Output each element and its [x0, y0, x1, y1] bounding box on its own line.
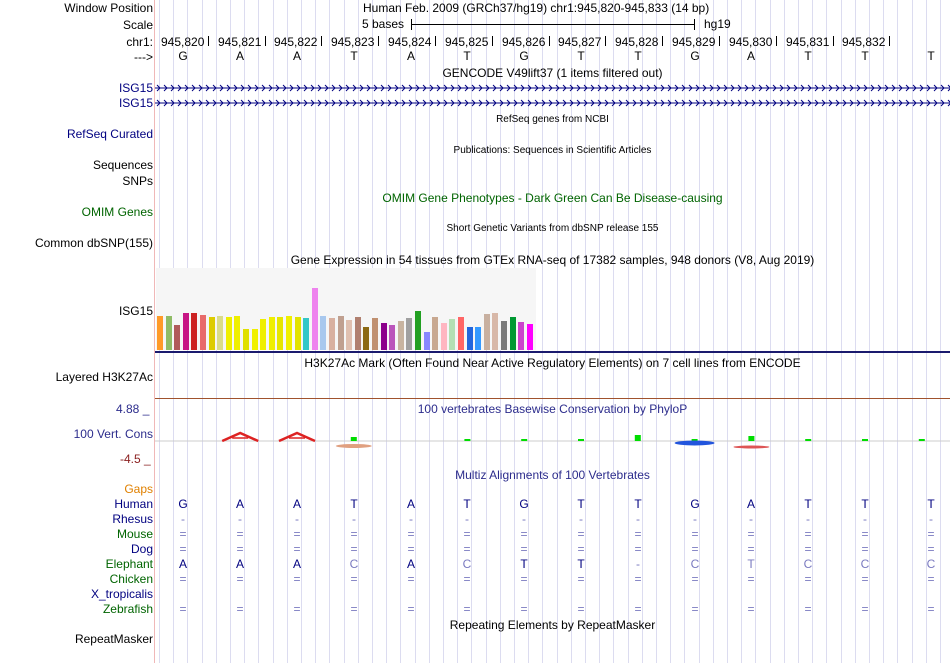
scale-bar-right-end: [694, 19, 695, 30]
ruler-tick: [662, 36, 663, 46]
reference-base: A: [292, 49, 301, 63]
alignment-base: A: [746, 497, 755, 511]
cons-bar: [919, 439, 925, 441]
h3k27-label[interactable]: Layered H3K27Ac: [55, 370, 153, 384]
alignment-base: =: [463, 572, 471, 586]
species-label[interactable]: Rhesus: [112, 512, 153, 526]
gtex-tissue-bar[interactable]: [510, 317, 516, 350]
alignment-base: -: [352, 512, 356, 526]
alignment-base: =: [520, 542, 528, 556]
ruler-position: 945,824: [388, 35, 432, 49]
gtex-tissue-bar[interactable]: [269, 317, 275, 350]
refseq-track-title[interactable]: RefSeq genes from NCBI: [496, 114, 609, 125]
alignment-base: =: [861, 572, 869, 586]
reference-base: T: [634, 49, 642, 63]
gtex-tissue-bar[interactable]: [475, 327, 481, 350]
ruler-tick: [435, 36, 436, 46]
cons-bar: [635, 435, 641, 441]
strand-label: --->: [134, 50, 153, 64]
cons-label[interactable]: 100 Vert. Cons: [73, 427, 153, 441]
scale-label: Scale: [122, 18, 153, 32]
alignment-base: =: [747, 542, 755, 556]
gtex-tissue-bar[interactable]: [406, 318, 412, 350]
alignment-base: =: [577, 602, 585, 616]
ruler-position: 945,830: [729, 35, 773, 49]
cons-smear: [675, 441, 715, 446]
gtex-tissue-bar[interactable]: [389, 325, 395, 350]
gtex-tissue-bar[interactable]: [346, 320, 352, 350]
alignment-base: =: [804, 542, 812, 556]
alignment-base: =: [691, 602, 699, 616]
alignment-base: A: [406, 557, 415, 571]
alignment-base: =: [804, 527, 812, 541]
cons-smear: [733, 446, 769, 449]
alignment-base: =: [691, 527, 699, 541]
alignment-base: -: [929, 512, 933, 526]
alignment-base: =: [179, 602, 187, 616]
ruler-position: 945,820: [161, 35, 205, 49]
species-label[interactable]: Zebrafish: [102, 602, 153, 616]
alignment-base: =: [407, 572, 415, 586]
alignment-base: =: [861, 542, 869, 556]
ruler-position: 945,823: [331, 35, 375, 49]
alignment-base: =: [927, 602, 935, 616]
alignment-base: =: [293, 542, 301, 556]
alignment-base: =: [634, 572, 642, 586]
alignment-base: T: [577, 557, 585, 571]
gtex-tissue-bar[interactable]: [243, 329, 249, 350]
gtex-tissue-bar[interactable]: [415, 311, 421, 350]
reference-base: G: [178, 49, 188, 63]
gtex-gene-label[interactable]: ISG15: [118, 304, 153, 318]
gtex-tissue-bar[interactable]: [441, 323, 447, 350]
alignment-base: =: [407, 602, 415, 616]
gtex-tissue-bar[interactable]: [467, 327, 473, 350]
alignment-base: =: [927, 542, 935, 556]
cons-bar: [748, 436, 754, 441]
alignment-base: =: [236, 602, 244, 616]
alignment-base: =: [747, 602, 755, 616]
gtex-tissue-bar[interactable]: [492, 313, 498, 350]
alignment-base: =: [179, 527, 187, 541]
cons-bar: [862, 439, 868, 441]
gtex-tissue-bar[interactable]: [286, 316, 292, 350]
ruler-position: 945,826: [502, 35, 546, 49]
alignment-base: =: [577, 527, 585, 541]
reference-base: T: [350, 49, 358, 63]
alignment-base: T: [927, 497, 935, 511]
gtex-tissue-bar[interactable]: [449, 319, 455, 350]
gtex-tissue-bar[interactable]: [355, 317, 361, 350]
alignment-base: -: [409, 512, 413, 526]
alignment-base: =: [861, 602, 869, 616]
scale-db: hg19: [704, 17, 731, 31]
alignment-base: T: [804, 497, 812, 511]
cons-peak: [222, 433, 258, 441]
alignment-base: =: [747, 527, 755, 541]
gaps-label[interactable]: Gaps: [124, 482, 153, 496]
ruler-position: 945,832: [842, 35, 886, 49]
gtex-tissue-bar[interactable]: [303, 318, 309, 350]
ruler-position: 945,828: [615, 35, 659, 49]
ruler-tick: [549, 36, 550, 46]
alignment-base: C: [926, 557, 936, 571]
scale-text: 5 bases: [362, 17, 405, 31]
alignment-base: =: [407, 527, 415, 541]
gtex-tissue-bar[interactable]: [320, 316, 326, 350]
transcript-line-2: [155, 97, 950, 109]
gencode-transcript-1[interactable]: [155, 82, 950, 94]
gtex-tissue-bar[interactable]: [226, 317, 232, 350]
alignment-base: =: [293, 527, 301, 541]
alignment-base: =: [691, 542, 699, 556]
gencode-gene-label-2[interactable]: ISG15: [118, 96, 153, 110]
cons-track-title[interactable]: 100 vertebrates Basewise Conservation by PhyloP: [417, 402, 688, 416]
ruler-position: 945,822: [274, 35, 318, 49]
species-label[interactable]: Human: [114, 497, 153, 511]
h3k27-baseline: [155, 398, 950, 399]
cons-peak: [279, 433, 315, 441]
gtex-tissue-bar[interactable]: [157, 316, 163, 350]
alignment-base: C: [349, 557, 359, 571]
gencode-transcript-2[interactable]: [155, 97, 950, 109]
species-label[interactable]: Dog: [130, 542, 153, 556]
ruler-position: 945,827: [558, 35, 602, 49]
gencode-gene-label-1[interactable]: ISG15: [118, 81, 153, 95]
alignment-base: =: [236, 542, 244, 556]
alignment-base: =: [463, 527, 471, 541]
gtex-bar-chart[interactable]: [156, 268, 536, 350]
ruler-tick: [378, 36, 379, 46]
alignment-base: -: [636, 557, 640, 571]
alignment-base: -: [522, 512, 526, 526]
gtex-tissue-bar[interactable]: [260, 319, 266, 350]
alignment-base: =: [350, 602, 358, 616]
gtex-tissue-bar[interactable]: [234, 316, 240, 350]
ruler-tick: [265, 36, 266, 46]
chrom-label: chr1:: [126, 35, 153, 49]
multiz-track-title[interactable]: Multiz Alignments of 100 Vertebrates: [455, 468, 650, 482]
alignment-base: T: [463, 497, 471, 511]
alignment-base: -: [749, 512, 753, 526]
alignment-base: =: [634, 602, 642, 616]
alignment-base: =: [861, 527, 869, 541]
gtex-tissue-bar[interactable]: [381, 323, 387, 350]
alignment-base: =: [520, 572, 528, 586]
alignment-base: =: [747, 572, 755, 586]
alignment-base: =: [634, 527, 642, 541]
cons-bar: [805, 439, 811, 441]
gtex-tissue-bar[interactable]: [183, 313, 189, 350]
alignment-base: A: [178, 557, 187, 571]
alignment-base: T: [520, 557, 528, 571]
gtex-tissue-bar[interactable]: [372, 318, 378, 350]
alignment-base: A: [292, 557, 301, 571]
gtex-track-title[interactable]: Gene Expression in 54 tissues from GTEx RNA-seq of 17382 samples, 948 donors (V8, Aug 2019): [290, 253, 815, 267]
alignment-base: =: [293, 572, 301, 586]
alignment-base: =: [236, 527, 244, 541]
repeat-track-title[interactable]: Repeating Elements by RepeatMasker: [449, 618, 656, 632]
gtex-tissue-bar[interactable]: [295, 317, 301, 350]
cons-bar: [521, 439, 527, 441]
ruler-position: 945,831: [786, 35, 830, 49]
species-label[interactable]: Mouse: [116, 527, 153, 541]
alignment-base: C: [462, 557, 472, 571]
cons-smear: [336, 444, 372, 448]
ruler-position: 945,829: [672, 35, 716, 49]
transcript-line-1: [155, 82, 950, 94]
refseq-label[interactable]: RefSeq Curated: [66, 127, 153, 141]
reference-base: T: [927, 49, 935, 63]
gtex-tissue-bar[interactable]: [200, 315, 206, 350]
alignment-base: -: [693, 512, 697, 526]
gtex-tissue-bar[interactable]: [432, 317, 438, 350]
reference-base: T: [861, 49, 869, 63]
dbsnp-track-title[interactable]: Short Genetic Variants from dbSNP release 155: [446, 223, 659, 234]
cons-max-label: 4.88 _: [116, 402, 150, 416]
gtex-baseline: [155, 351, 950, 353]
cons-min-label: -4.5 _: [120, 452, 151, 466]
scale-bar: [411, 24, 695, 25]
alignment-base: C: [803, 557, 813, 571]
alignment-base: A: [235, 557, 244, 571]
reference-base: G: [519, 49, 529, 63]
alignment-base: =: [350, 527, 358, 541]
alignment-base: C: [860, 557, 870, 571]
alignment-base: =: [691, 572, 699, 586]
reference-base: A: [406, 49, 415, 63]
gencode-track-title[interactable]: GENCODE V49lift37 (1 items filtered out): [442, 66, 663, 80]
alignment-base: -: [238, 512, 242, 526]
gtex-tissue-bar[interactable]: [277, 317, 283, 350]
gtex-tissue-bar[interactable]: [527, 324, 533, 350]
window-position-label: Window Position: [64, 1, 153, 15]
reference-base: T: [463, 49, 471, 63]
gtex-tissue-bar[interactable]: [166, 316, 172, 350]
alignment-base: A: [235, 497, 244, 511]
alignment-base: =: [927, 527, 935, 541]
alignment-base: =: [407, 542, 415, 556]
alignment-base: -: [465, 512, 469, 526]
species-label[interactable]: Elephant: [105, 557, 153, 571]
ruler-tick: [492, 36, 493, 46]
reference-base: T: [804, 49, 812, 63]
gtex-tissue-bar[interactable]: [424, 332, 430, 350]
ruler-position: 945,825: [445, 35, 489, 49]
alignment-base: =: [520, 527, 528, 541]
dbsnp-label[interactable]: Common dbSNP(155): [34, 236, 153, 250]
alignment-base: =: [350, 572, 358, 586]
alignment-base: -: [863, 512, 867, 526]
gtex-tissue-bar[interactable]: [484, 314, 490, 350]
alignment-base: T: [747, 557, 755, 571]
alignment-base: =: [577, 572, 585, 586]
alignment-base: G: [178, 497, 188, 511]
scale-bar-left-end: [411, 19, 412, 30]
gtex-tissue-bar[interactable]: [501, 321, 507, 350]
alignment-base: T: [634, 497, 642, 511]
alignment-base: =: [463, 542, 471, 556]
alignment-base: -: [181, 512, 185, 526]
alignment-base: =: [236, 572, 244, 586]
ruler-tick: [776, 36, 777, 46]
gtex-tissue-bar[interactable]: [174, 325, 180, 350]
gtex-tissue-bar[interactable]: [191, 313, 197, 350]
alignment-base: =: [520, 602, 528, 616]
alignment-base: =: [293, 602, 301, 616]
alignment-base: =: [804, 602, 812, 616]
ruler-tick: [719, 36, 720, 46]
conservation-plot[interactable]: [155, 428, 950, 452]
alignment-base: T: [577, 497, 585, 511]
alignment-base: =: [179, 572, 187, 586]
alignment-base: A: [292, 497, 301, 511]
alignment-base: -: [295, 512, 299, 526]
gtex-tissue-bar[interactable]: [209, 317, 215, 350]
species-label[interactable]: Chicken: [109, 572, 153, 586]
ruler-tick: [321, 36, 322, 46]
gtex-tissue-bar[interactable]: [363, 327, 369, 350]
omim-track-title[interactable]: OMIM Gene Phenotypes - Dark Green Can Be Disease-causing: [382, 191, 723, 205]
ruler-tick: [833, 36, 834, 46]
gtex-tissue-bar[interactable]: [329, 318, 335, 350]
alignment-base: =: [804, 572, 812, 586]
alignment-base: T: [350, 497, 358, 511]
alignment-base: =: [634, 542, 642, 556]
cons-bar: [464, 439, 470, 441]
gtex-tissue-bar[interactable]: [398, 321, 404, 350]
alignment-base: =: [179, 542, 187, 556]
repeat-label[interactable]: RepeatMasker: [74, 632, 153, 646]
alignment-base: =: [577, 542, 585, 556]
gtex-tissue-bar[interactable]: [518, 322, 524, 350]
gtex-tissue-bar[interactable]: [312, 288, 318, 350]
alignment-base: C: [690, 557, 700, 571]
alignment-base: -: [806, 512, 810, 526]
sequences-label[interactable]: Sequences: [92, 158, 153, 172]
h3k27-track-title[interactable]: H3K27Ac Mark (Often Found Near Active Regulatory Elements) on 7 cell lines from ENCODE: [304, 356, 801, 370]
reference-base: T: [577, 49, 585, 63]
ruler-position: 945,821: [218, 35, 262, 49]
omim-label[interactable]: OMIM Genes: [81, 205, 153, 219]
cons-bar: [578, 439, 584, 441]
assembly-title: Human Feb. 2009 (GRCh37/hg19) chr1:945,820-945,833 (14 bp): [363, 1, 710, 15]
gtex-tissue-bar[interactable]: [338, 316, 344, 350]
publications-track-title[interactable]: Publications: Sequences in Scientific Articles: [453, 145, 652, 156]
alignment-base: -: [636, 512, 640, 526]
ruler-tick: [889, 36, 890, 46]
alignment-base: G: [519, 497, 529, 511]
gtex-tissue-bar[interactable]: [458, 317, 464, 350]
snps-label[interactable]: SNPs: [122, 174, 153, 188]
cons-bar: [351, 437, 357, 441]
reference-base: G: [690, 49, 700, 63]
ruler-tick: [605, 36, 606, 46]
reference-base: A: [235, 49, 244, 63]
alignment-base: G: [690, 497, 700, 511]
alignment-base: T: [861, 497, 869, 511]
ruler-tick: [208, 36, 209, 46]
alignment-base: A: [406, 497, 415, 511]
reference-base: A: [746, 49, 755, 63]
gtex-tissue-bar[interactable]: [217, 316, 223, 350]
alignment-base: =: [350, 542, 358, 556]
species-label[interactable]: X_tropicalis: [90, 587, 153, 601]
alignment-base: -: [579, 512, 583, 526]
alignment-base: =: [463, 602, 471, 616]
gtex-tissue-bar[interactable]: [252, 329, 258, 350]
alignment-base: =: [927, 572, 935, 586]
